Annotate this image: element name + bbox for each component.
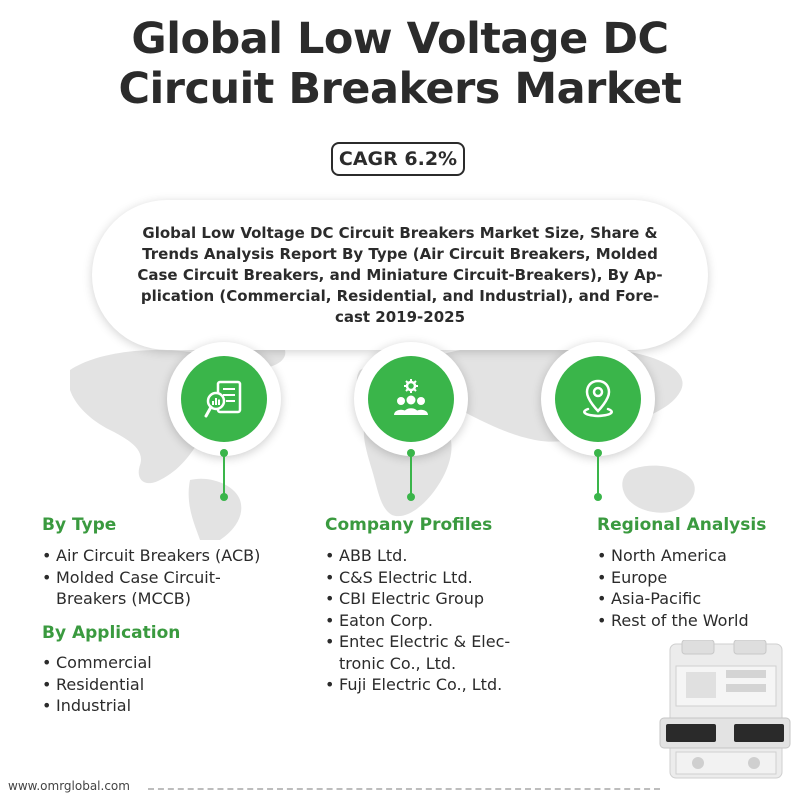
list-item: • Asia-Pacific bbox=[597, 588, 797, 610]
regional-analysis-heading: Regional Analysis bbox=[597, 515, 767, 535]
report-description-box bbox=[92, 200, 708, 350]
segment-icon-badge bbox=[167, 342, 281, 456]
report-description bbox=[137, 223, 662, 328]
connector-dot-bottom bbox=[594, 493, 602, 501]
list-item: • Industrial bbox=[42, 695, 312, 717]
report-line-4: plication (Commercial, Residential, and Industrial), and Fore- bbox=[140, 286, 660, 305]
list-item: • Molded Case Circuit- bbox=[42, 567, 312, 589]
title-line-2: Circuit Breakers Market bbox=[118, 64, 682, 114]
connector-dot-bottom bbox=[220, 493, 228, 501]
report-line-5: cast 2019-2025 bbox=[334, 307, 466, 326]
report-line-3: Case Circuit Breakers, and Miniature Circuit-Breakers), By Ap- bbox=[137, 265, 663, 284]
list-item: • North America bbox=[597, 545, 797, 567]
list-item: • C&S Electric Ltd. bbox=[325, 567, 595, 589]
cagr-badge: CAGR 6.2% bbox=[331, 142, 465, 176]
title-line-1: Global Low Voltage DC bbox=[131, 14, 669, 64]
connector-dot-top bbox=[594, 449, 602, 457]
connector-dot-bottom bbox=[407, 493, 415, 501]
connector-dot-top bbox=[407, 449, 415, 457]
company-profiles-list bbox=[325, 545, 595, 696]
report-line-1: Global Low Voltage DC Circuit Breakers Market Size, Share & bbox=[142, 223, 658, 242]
list-item: • Europe bbox=[597, 567, 797, 589]
region-icon-badge bbox=[541, 342, 655, 456]
by-type-list bbox=[42, 545, 312, 610]
segment-icon-circle bbox=[181, 356, 267, 442]
location-pin-icon bbox=[576, 377, 620, 421]
list-item: • Commercial bbox=[42, 652, 312, 674]
by-application-heading: By Application bbox=[42, 623, 181, 643]
connector-dot-top bbox=[220, 449, 228, 457]
list-item: • Eaton Corp. bbox=[325, 610, 595, 632]
connector-line-region bbox=[597, 452, 599, 496]
list-item: • Residential bbox=[42, 674, 312, 696]
report-analytics-icon bbox=[202, 377, 246, 421]
connector-line-type bbox=[223, 452, 225, 496]
company-icon-badge bbox=[354, 342, 468, 456]
report-line-2: Trends Analysis Report By Type (Air Circuit Breakers, Molded bbox=[142, 244, 658, 263]
connector-line-company bbox=[410, 452, 412, 496]
list-item-continuation: tronic Co., Ltd. bbox=[339, 653, 457, 673]
footer-divider bbox=[148, 788, 660, 790]
region-icon-circle bbox=[555, 356, 641, 442]
list-item: • Air Circuit Breakers (ACB) bbox=[42, 545, 312, 567]
circuit-breaker-image bbox=[652, 640, 798, 782]
website-url[interactable]: www.omrglobal.com bbox=[8, 779, 130, 793]
list-item: • Fuji Electric Co., Ltd. bbox=[325, 674, 595, 696]
page-title bbox=[0, 14, 800, 114]
south-america-shape bbox=[189, 479, 242, 540]
by-application-list bbox=[42, 652, 312, 717]
list-item-continuation: Breakers (MCCB) bbox=[56, 589, 191, 608]
regional-analysis-list bbox=[597, 545, 797, 631]
company-icon-circle bbox=[368, 356, 454, 442]
list-item: • Rest of the World bbox=[597, 610, 797, 632]
by-type-heading: By Type bbox=[42, 515, 117, 535]
team-gear-icon bbox=[389, 377, 433, 421]
australia-shape bbox=[622, 466, 694, 513]
company-profiles-heading: Company Profiles bbox=[325, 515, 493, 535]
list-item: • Entec Electric & Elec- bbox=[325, 631, 595, 653]
list-item: • CBI Electric Group bbox=[325, 588, 595, 610]
list-item: • ABB Ltd. bbox=[325, 545, 595, 567]
